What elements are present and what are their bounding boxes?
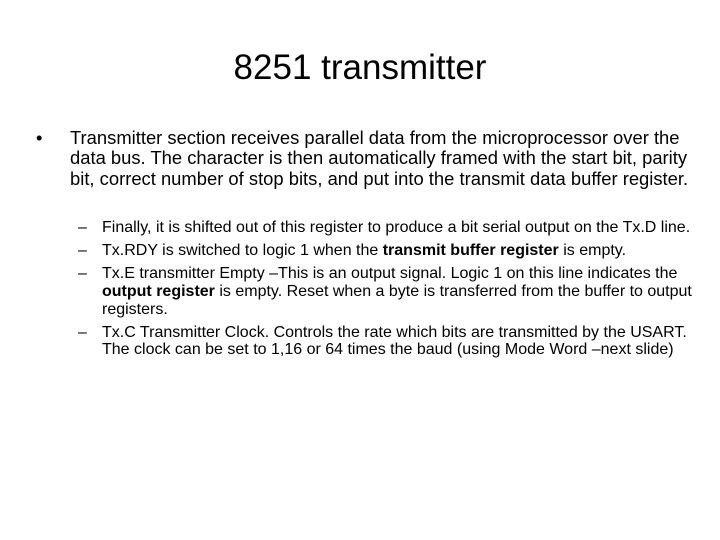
sub-bullet-text-pre: Tx.E transmitter Empty –This is an output signal. Logic 1 on this line indicates the: [102, 265, 678, 283]
dash-marker: –: [78, 242, 87, 260]
sub-bullet-text: Finally, it is shifted out of this register to produce a bit serial output on the Tx.D line.: [102, 219, 691, 236]
sub-bullet-bold: output register: [102, 282, 215, 300]
sub-bullet-txe: [78, 265, 698, 318]
sub-bullet-txrdy: [78, 242, 698, 260]
bullet-marker: •: [36, 127, 43, 148]
sub-bullet-list: [78, 219, 698, 365]
sub-bullet-bold: transmit buffer register: [382, 242, 559, 260]
sub-bullet-txc: [78, 324, 698, 359]
slide-title: 8251 transmitter: [233, 48, 487, 87]
sub-bullet-text-post: is empty.: [558, 242, 627, 260]
dash-marker: –: [78, 265, 87, 283]
main-bullet-text: Transmitter section receives parallel data from the microprocessor over the data bus. The character is then automatically framed with the start bit, parity bit, correct number of stop bits, and put into the transmit data buffer register.: [70, 127, 689, 189]
main-bullet: [36, 128, 696, 189]
dash-marker: –: [78, 323, 87, 341]
sub-bullet-text: Tx.C Transmitter Clock. Controls the rate which bits are transmitted by the USART. The clock can be set to 1,16 or 64 times the baud (using Mode Word –next slide): [102, 323, 687, 359]
sub-bullet-text-pre: Tx.RDY is switched to logic 1 when the: [102, 242, 383, 260]
sub-bullet-text-post: is empty. Reset when a byte is transferred from the buffer to output registers.: [102, 282, 692, 318]
dash-marker: –: [78, 219, 87, 236]
sub-bullet-txd: [78, 219, 698, 237]
